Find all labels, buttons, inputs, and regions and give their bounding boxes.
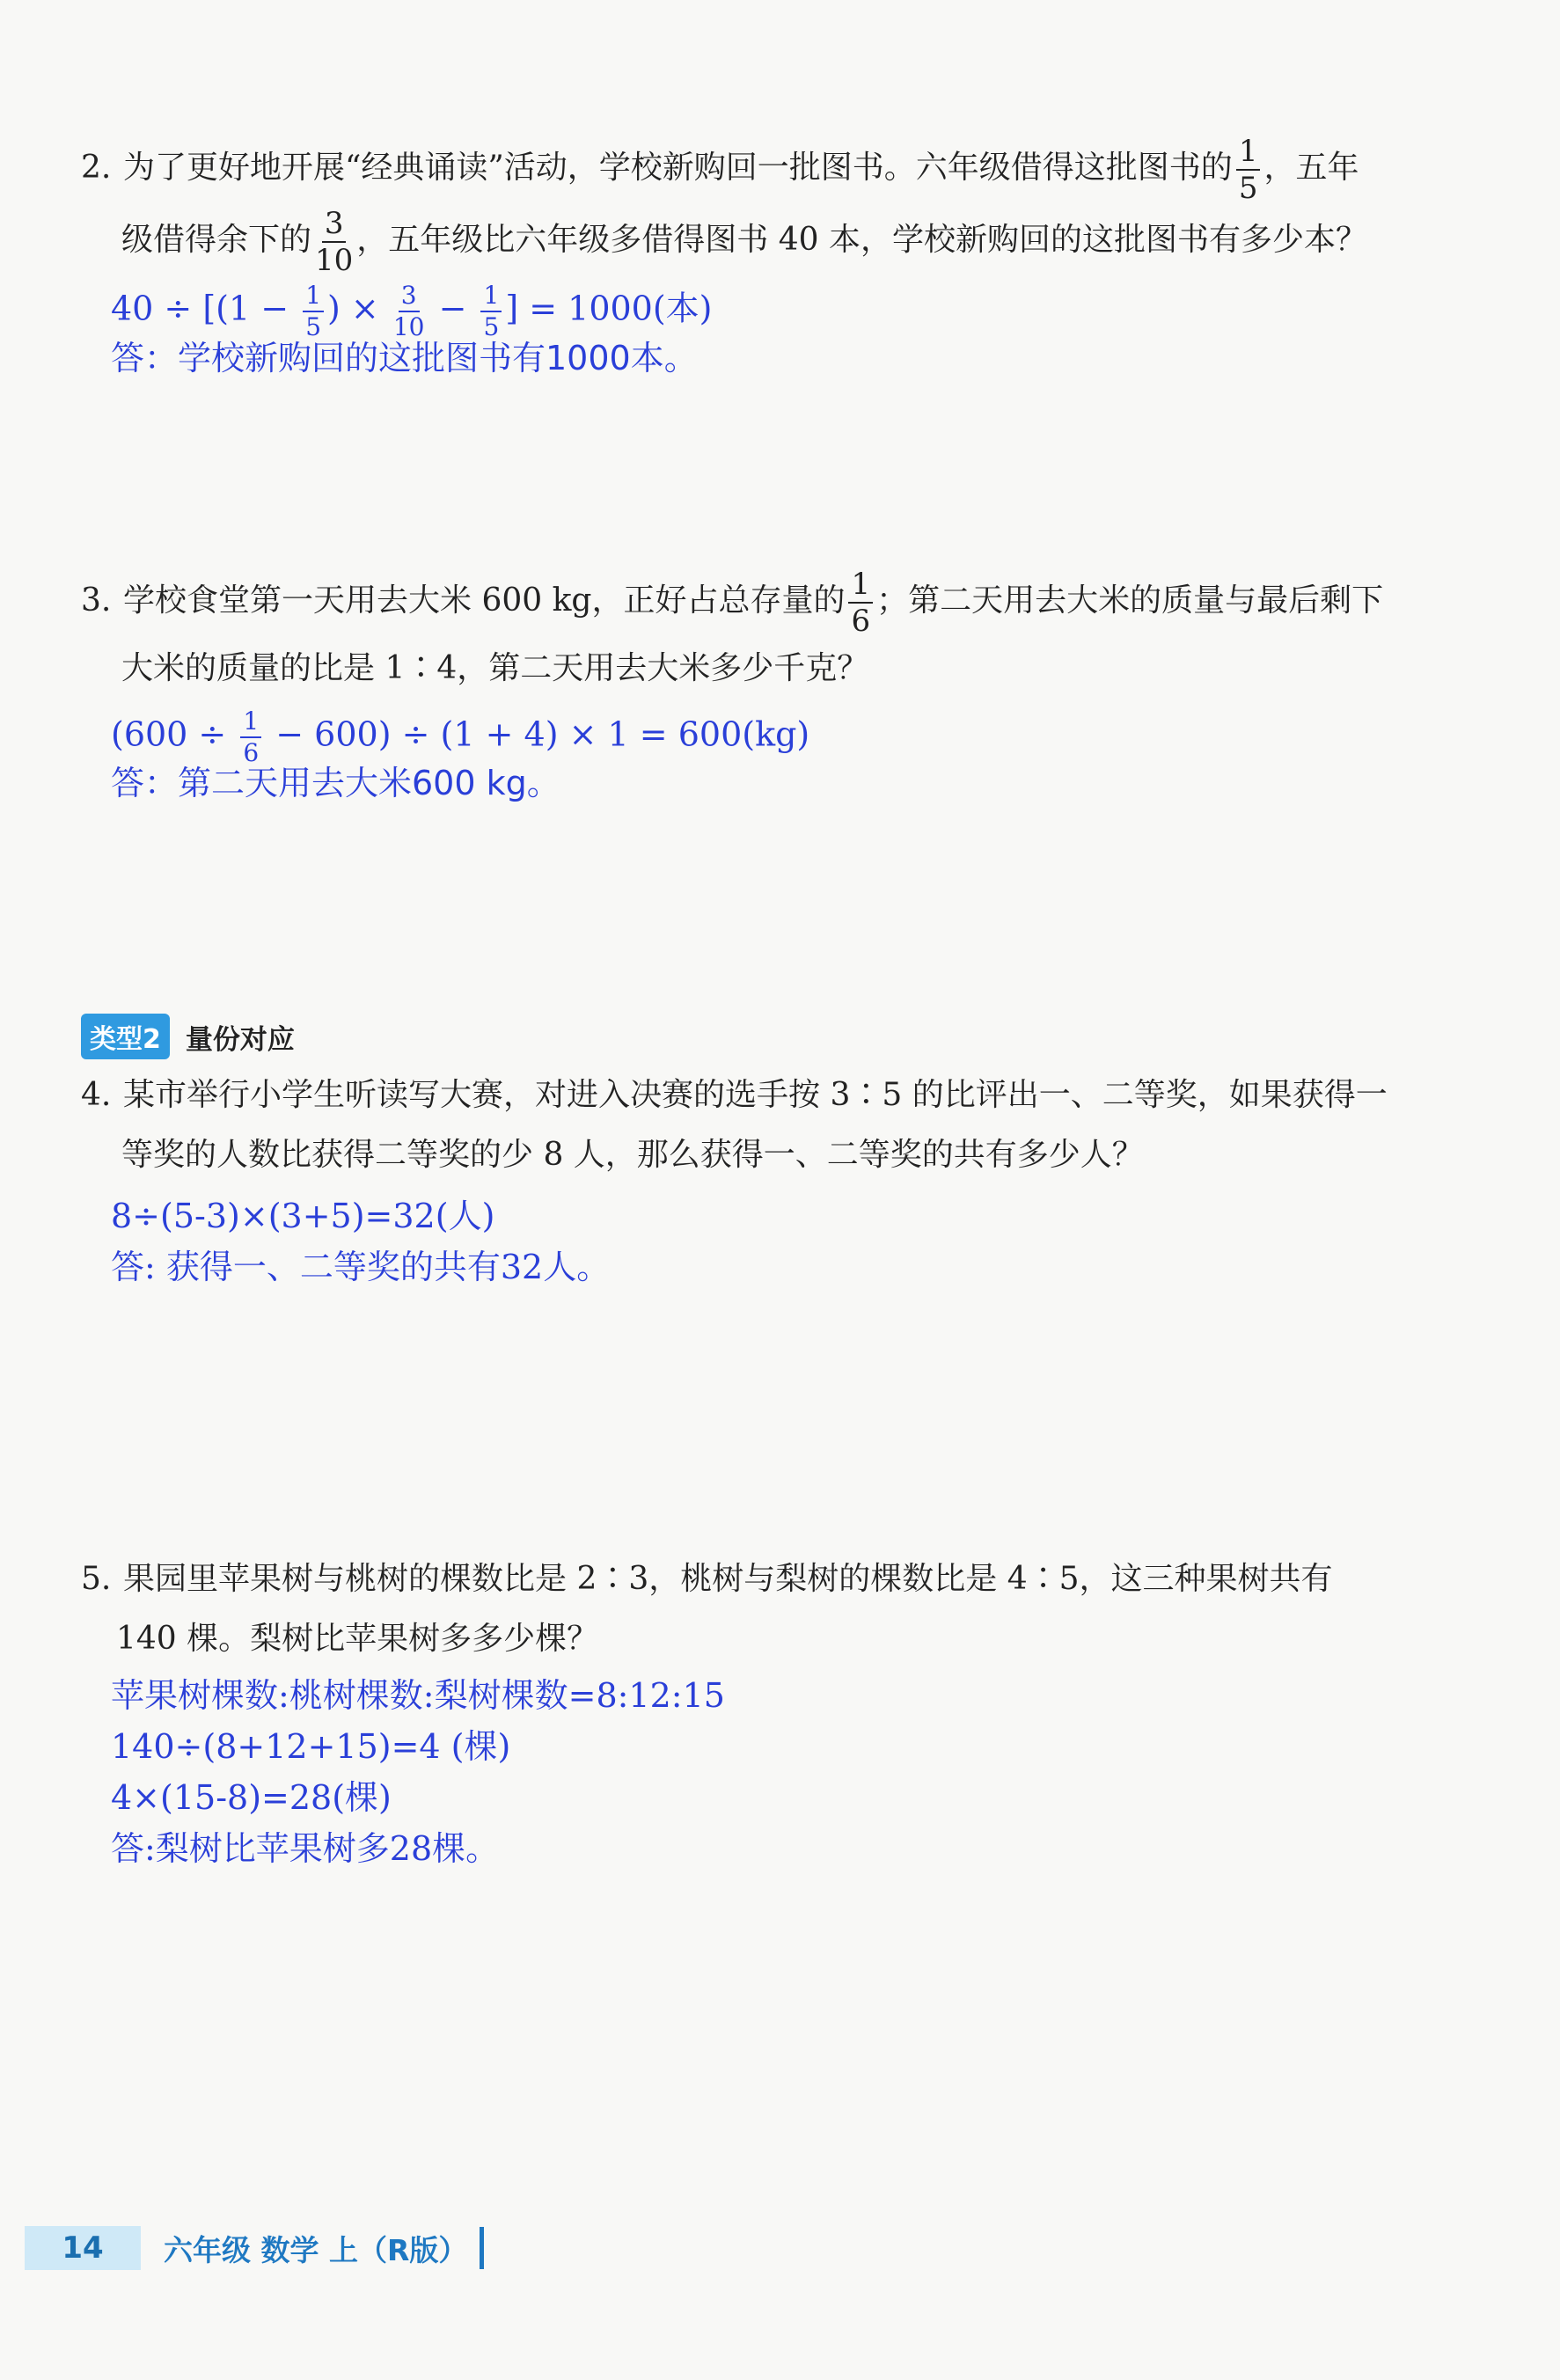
numerator: 1 bbox=[480, 283, 502, 312]
question-text: ，五年 bbox=[1263, 150, 1359, 186]
formula-part: 40 ÷ [(1 − bbox=[111, 289, 300, 328]
formula-part: ] = 1000(本) bbox=[505, 289, 713, 328]
denominator: 6 bbox=[243, 738, 260, 767]
numerator: 1 bbox=[1236, 136, 1261, 171]
book-title: 六年级 数学 上（R版） bbox=[164, 2232, 468, 2267]
question-text: 果园里苹果树与桃树的棵数比是 2∶3，桃树与梨树的棵数比是 4∶5，这三种果树共有 bbox=[123, 1561, 1333, 1597]
numerator: 3 bbox=[399, 283, 420, 312]
denominator: 10 bbox=[315, 243, 354, 278]
formula-part: (600 ÷ bbox=[111, 714, 238, 754]
question-3 bbox=[81, 567, 1489, 639]
answer-sentence: 答：学校新购回的这批图书有1000本。 bbox=[111, 339, 698, 377]
question-number: 3. bbox=[81, 582, 112, 619]
answer-formula: 4×(15-8)=28(棵) bbox=[111, 1778, 392, 1817]
fraction bbox=[848, 567, 873, 639]
question-2 bbox=[81, 134, 1489, 206]
question-5-line-2: 140 棵。梨树比苹果树多多少棵？ bbox=[116, 1621, 599, 1657]
numerator: 3 bbox=[322, 209, 347, 243]
denominator: 5 bbox=[1238, 171, 1258, 206]
question-5 bbox=[81, 1562, 1489, 1597]
fraction bbox=[315, 206, 354, 278]
answer-formula: 140÷(8+12+15)=4 (棵) bbox=[111, 1727, 511, 1766]
fraction bbox=[480, 283, 502, 340]
answer-sentence: 答：第二天用去大米600 kg。 bbox=[111, 764, 560, 802]
answer-formula bbox=[111, 709, 809, 765]
question-number: 2. bbox=[81, 150, 112, 186]
fraction bbox=[240, 709, 261, 765]
fraction bbox=[1236, 134, 1261, 206]
page-footer bbox=[25, 2224, 484, 2272]
answer-sentence: 答: 获得一、二等奖的共有32人。 bbox=[111, 1248, 611, 1286]
denominator: 5 bbox=[305, 312, 322, 341]
numerator: 1 bbox=[240, 709, 261, 738]
numerator: 1 bbox=[848, 569, 873, 604]
formula-part: ) × bbox=[327, 289, 390, 328]
question-text: ，五年级比六年级多借得图书 40 本，学校新购回的这批图书有多少本？ bbox=[356, 222, 1367, 258]
footer-divider bbox=[480, 2227, 484, 2269]
question-text: 学校食堂第一天用去大米 600 kg，正好占总存量的 bbox=[123, 582, 846, 619]
question-number: 4. bbox=[81, 1077, 112, 1113]
denominator: 10 bbox=[392, 312, 425, 341]
answer-ratio: 苹果树棵数:桃树棵数:梨树棵数=8:12:15 bbox=[111, 1676, 725, 1715]
type-badge: 类型2 bbox=[81, 1014, 170, 1059]
answer-formula bbox=[111, 283, 713, 340]
numerator: 1 bbox=[303, 283, 324, 312]
denominator: 6 bbox=[851, 604, 871, 639]
question-text: ；第二天用去大米的质量与最后剩下 bbox=[876, 582, 1384, 619]
question-2-line-2 bbox=[121, 206, 1529, 278]
answer-formula: 8÷(5-3)×(3+5)=32(人) bbox=[111, 1197, 495, 1235]
question-text: 某市举行小学生听读写大赛，对进入决赛的选手按 3∶5 的比评出一、二等奖，如果获得一 bbox=[123, 1077, 1388, 1113]
question-text: 级借得余下的 bbox=[121, 222, 312, 258]
answer-sentence: 答:梨树比苹果树多28棵。 bbox=[111, 1829, 500, 1868]
question-4-line-2: 等奖的人数比获得二等奖的少 8 人，那么获得一、二等奖的共有多少人？ bbox=[121, 1137, 1144, 1173]
section-heading bbox=[81, 1014, 295, 1059]
question-3-line-2: 大米的质量的比是 1∶4，第二天用去大米多少千克？ bbox=[121, 650, 869, 686]
denominator: 5 bbox=[483, 312, 500, 341]
fraction bbox=[393, 283, 425, 340]
question-4 bbox=[81, 1078, 1489, 1113]
page-number: 14 bbox=[25, 2226, 141, 2270]
type-title: 量份对应 bbox=[185, 1023, 295, 1056]
formula-part: − bbox=[428, 289, 478, 328]
formula-part: − 600) ÷ (1 + 4) × 1 = 600(kg) bbox=[265, 714, 810, 754]
question-text: 为了更好地开展“经典诵读”活动，学校新购回一批图书。六年级借得这批图书的 bbox=[123, 150, 1233, 186]
question-number: 5. bbox=[81, 1561, 112, 1597]
fraction bbox=[303, 283, 324, 340]
